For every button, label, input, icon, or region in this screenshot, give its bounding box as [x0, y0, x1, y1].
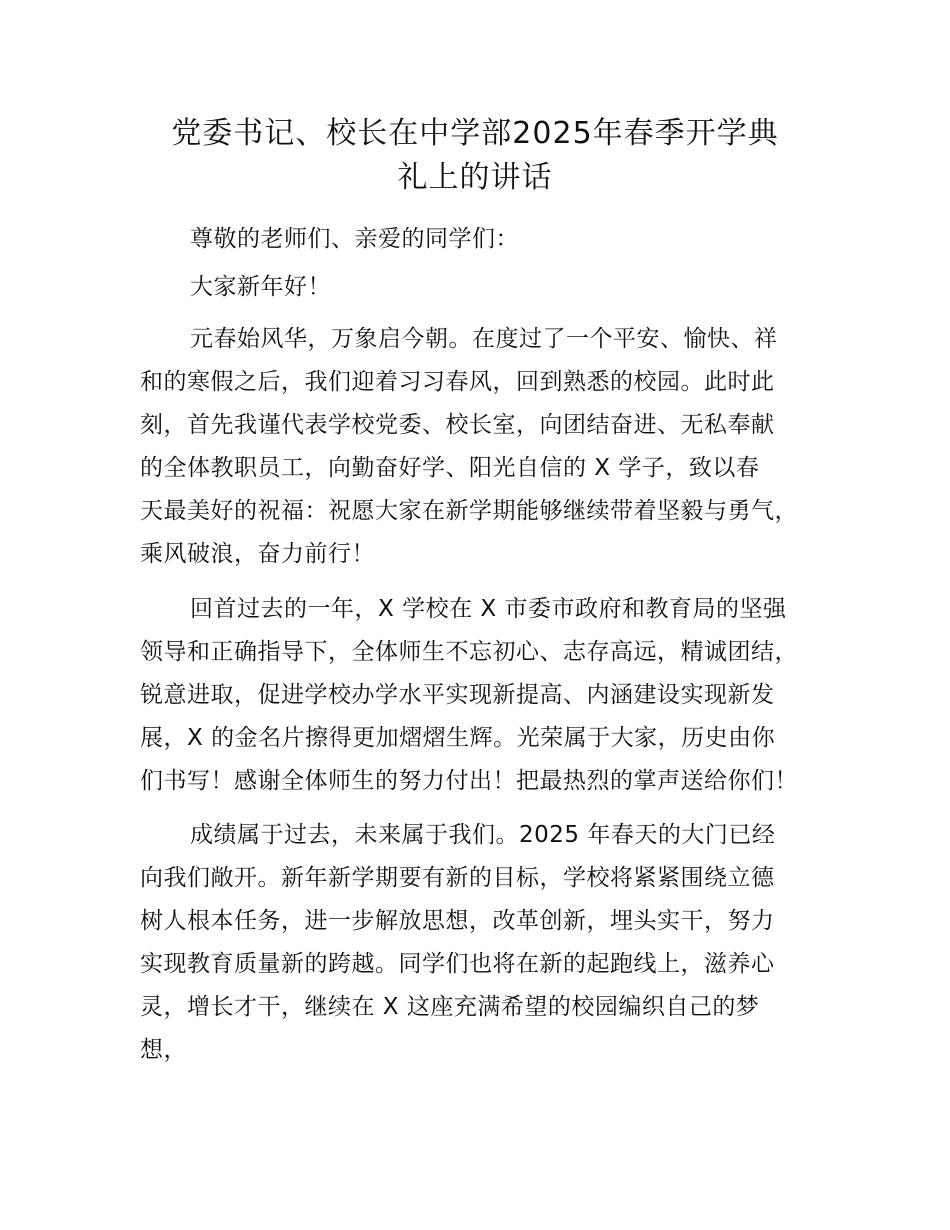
paragraph-3-line: 向我们敞开。新年新学期要有新的目标，学校将紧紧围绕立德	[140, 865, 775, 891]
paragraph-1-line: 和的寒假之后，我们迎着习习春风，回到熟悉的校园。此时此	[140, 369, 775, 395]
paragraph-3-line: 灵，增长才干，继续在 X 这座充满希望的校园编织自己的梦	[140, 994, 760, 1020]
salutation: 尊敬的老师们、亲爱的同学们：	[190, 226, 519, 252]
paragraph-3-line: 实现教育质量新的跨越。同学们也将在新的起跑线上，滋养心	[140, 951, 775, 977]
document-title-line-1: 党委书记、校长在中学部2025年春季开学典	[171, 116, 779, 151]
paragraph-3-line: 树人根本任务，进一步解放思想，改革创新，埋头实干，努力	[140, 908, 775, 934]
greeting: 大家新年好！	[190, 274, 331, 300]
paragraph-1	[140, 318, 830, 576]
paragraph-2-line: 领导和正确指导下，全体师生不忘初心、志存高远，精诚团结，	[140, 639, 798, 665]
paragraph-1-line: 刻，首先我谨代表学校党委、校长室，向团结奋进、无私奉献	[140, 412, 775, 438]
paragraph-2	[140, 588, 830, 803]
document-title-line-2: 礼上的讲话	[397, 160, 553, 195]
paragraph-2-line: 展，X 的金名片擦得更加熠熠生辉。光荣属于大家，历史由你	[140, 725, 776, 751]
paragraph-1-line: 天最美好的祝福：祝愿大家在新学期能够继续带着坚毅与勇气，	[140, 498, 798, 524]
paragraph-3-line: 成绩属于过去，未来属于我们。2025 年春天的大门已经	[190, 822, 776, 848]
paragraph-2-line: 锐意进取，促进学校办学水平实现新提高、内涵建设实现新发	[140, 682, 775, 708]
paragraph-3	[140, 814, 830, 1072]
paragraph-2-line: 回首过去的一年，X 学校在 X 市委市政府和教育局的坚强	[190, 596, 787, 622]
paragraph-1-line: 元春始风华，万象启今朝。在度过了一个平安、愉快、祥	[190, 326, 778, 352]
paragraph-1-line: 的全体教职员工，向勤奋好学、阳光自信的 X 学子，致以春	[140, 455, 760, 481]
paragraph-3-line: 想，	[140, 1037, 187, 1063]
paragraph-1-line: 乘风破浪，奋力前行！	[140, 541, 375, 567]
paragraph-2-line: 们书写！感谢全体师生的努力付出！把最热烈的掌声送给你们！	[140, 768, 798, 794]
